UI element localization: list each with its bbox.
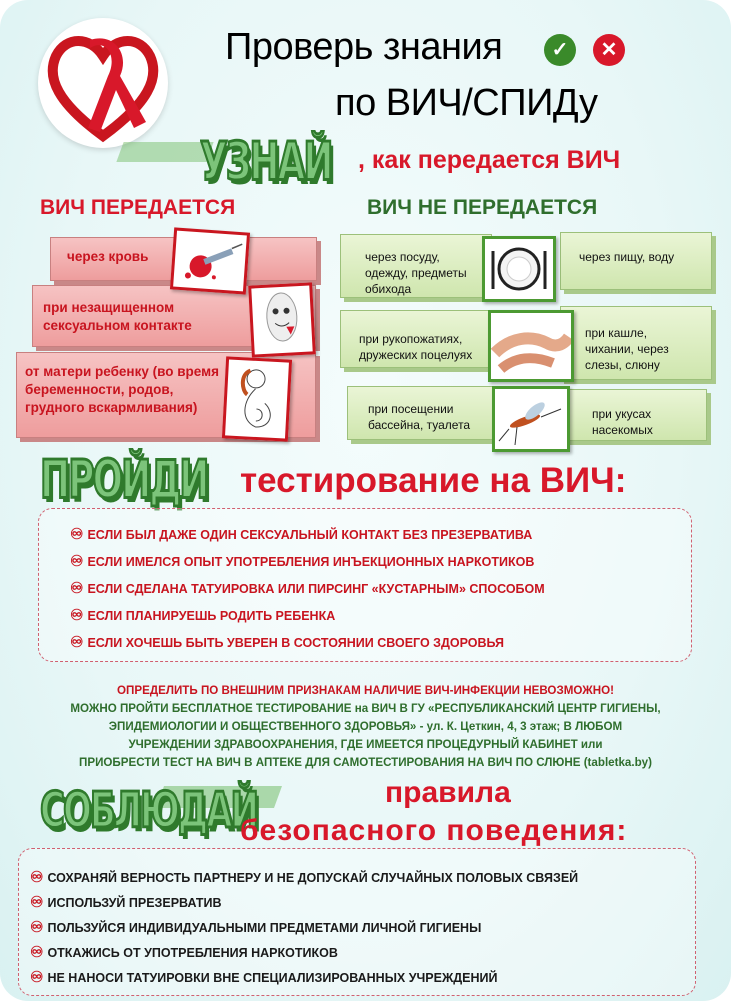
ribbon-icon: ♾	[30, 969, 44, 986]
block-line: через кровь	[67, 249, 149, 264]
block-line: одежду, предметы	[365, 266, 467, 280]
not-transmitted-heading: ВИЧ НЕ ПЕРЕДАЕТСЯ	[367, 196, 598, 219]
ribbon-icon: ♾	[30, 919, 44, 936]
list-item: ♾ ЕСЛИ БЫЛ ДАЖЕ ОДИН СЕКСУАЛЬНЫЙ КОНТАКТ БЕЗ ПРЕЗЕРВАТИВА	[70, 526, 533, 543]
page-title-line1: Проверь знания	[225, 26, 503, 68]
block-line: при посещении	[368, 402, 454, 416]
list-item: ♾ ПОЛЬЗУЙСЯ ИНДИВИДУАЛЬНЫМИ ПРЕДМЕТАМИ ЛИЧНОЙ ГИГИЕНЫ	[30, 919, 482, 936]
not-transmitted-cough	[560, 306, 712, 380]
syringe-blood-icon	[170, 227, 250, 294]
cross-icon: ✕	[593, 34, 625, 66]
not-transmitted-handshakes	[340, 310, 492, 368]
ribbon-icon: ♾	[30, 894, 44, 911]
transmitted-heading: ВИЧ ПЕРЕДАЕТСЯ	[40, 196, 236, 219]
condom-character-icon	[248, 282, 316, 357]
block-line: беременности, родов,	[25, 382, 174, 397]
ribbon-icon: ♾	[30, 944, 44, 961]
pregnant-mother-icon	[222, 356, 292, 441]
block-line: при укусах	[592, 407, 652, 421]
block-line: при кашле,	[585, 326, 648, 340]
ribbon-icon: ♾	[70, 526, 84, 543]
not-transmitted-dishes	[340, 234, 492, 298]
red-ribbon-heart-icon	[38, 18, 168, 148]
block-line: через посуду,	[365, 250, 440, 264]
not-transmitted-food	[560, 232, 712, 290]
list-item: ♾ ОТКАЖИСЬ ОТ УПОТРЕБЛЕНИЯ НАРКОТИКОВ	[30, 944, 338, 961]
info-line: ОПРЕДЕЛИТЬ ПО ВНЕШНИМ ПРИЗНАКАМ НАЛИЧИЕ ВИЧ-ИНФЕКЦИИ НЕВОЗМОЖНО!	[117, 684, 614, 697]
ribbon-icon: ♾	[70, 634, 84, 651]
rules-big-word: СОБЛЮДАЙ	[40, 782, 257, 840]
block-line: насекомых	[592, 423, 653, 437]
info-line: ЭПИДЕМИОЛОГИИ И ОБЩЕСТВЕННОГО ЗДОРОВЬЯ» - ул. К. Цеткин, 4, 3 этаж; В ЛЮБОМ	[108, 720, 623, 733]
block-line: слезы, слюну	[585, 358, 660, 372]
plate-cutlery-icon	[482, 236, 556, 302]
not-transmitted-pool	[347, 386, 494, 440]
list-item: ♾ ЕСЛИ СДЕЛАНА ТАТУИРОВКА ИЛИ ПИРСИНГ «КУСТАРНЫМ» СПОСОБОМ	[70, 580, 545, 597]
learn-subtitle: , как передается ВИЧ	[358, 146, 621, 174]
mosquito-icon	[492, 386, 570, 452]
block-line: дружеских поцелуях	[359, 348, 473, 362]
page-title-line2: по ВИЧ/СПИДу	[335, 82, 598, 124]
test-subtitle: тестирование на ВИЧ:	[240, 461, 627, 500]
list-item: ♾ ИСПОЛЬЗУЙ ПРЕЗЕРВАТИВ	[30, 894, 222, 911]
block-line: чихании, через	[585, 342, 669, 356]
block-line: через пищу, воду	[579, 250, 675, 264]
ribbon-icon: ♾	[70, 607, 84, 624]
block-line: при незащищенном	[43, 300, 175, 315]
test-big-word: ПРОЙДИ	[40, 451, 208, 511]
block-line: обихода	[365, 282, 412, 296]
info-line: МОЖНО ПРОЙТИ БЕСПЛАТНОЕ ТЕСТИРОВАНИЕ на ВИЧ В ГУ «РЕСПУБЛИКАНСКИЙ ЦЕНТР ГИГИЕНЫ,	[70, 702, 661, 715]
ribbon-icon: ♾	[70, 553, 84, 570]
block-line: бассейна, туалета	[368, 418, 471, 432]
block-line: от матери ребенку (во время	[25, 364, 219, 379]
info-line: ПРИОБРЕСТИ ТЕСТ НА ВИЧ В АПТЕКЕ ДЛЯ САМОТЕСТИРОВАНИЯ НА ВИЧ ПО СЛЮНЕ (tabletka.by)	[79, 756, 652, 769]
block-line: при рукопожатиях,	[359, 332, 463, 346]
list-item: ♾ НЕ НАНОСИ ТАТУИРОВКИ ВНЕ СПЕЦИАЛИЗИРОВАННЫХ УЧРЕЖДЕНИЙ	[30, 969, 498, 986]
check-icon: ✓	[544, 34, 576, 66]
list-item: ♾ СОХРАНЯЙ ВЕРНОСТЬ ПАРТНЕРУ И НЕ ДОПУСКАЙ СЛУЧАЙНЫХ ПОЛОВЫХ СВЯЗЕЙ	[30, 869, 579, 886]
block-line: сексуальном контакте	[43, 318, 192, 333]
list-item: ♾ ЕСЛИ ПЛАНИРУЕШЬ РОДИТЬ РЕБЕНКА	[70, 607, 336, 624]
rules-title-line1: правила	[385, 776, 511, 809]
block-line: грудного вскармливания)	[25, 400, 198, 415]
rules-title-line2: безопасного поведения:	[240, 814, 628, 847]
handshake-icon	[488, 310, 574, 382]
not-transmitted-insects	[565, 389, 707, 441]
info-line: УЧРЕЖДЕНИИ ЗДРАВООХРАНЕНИЯ, ГДЕ ИМЕЕТСЯ ПРОЦЕДУРНЫЙ КАБИНЕТ или	[128, 738, 603, 751]
learn-big-word: УЗНАЙ	[200, 133, 332, 193]
ribbon-icon: ♾	[30, 869, 44, 886]
list-item: ♾ ЕСЛИ ИМЕЛСЯ ОПЫТ УПОТРЕБЛЕНИЯ ИНЪЕКЦИОННЫХ НАРКОТИКОВ	[70, 553, 535, 570]
list-item: ♾ ЕСЛИ ХОЧЕШЬ БЫТЬ УВЕРЕН В СОСТОЯНИИ СВОЕГО ЗДОРОВЬЯ	[70, 634, 505, 651]
ribbon-icon: ♾	[70, 580, 84, 597]
